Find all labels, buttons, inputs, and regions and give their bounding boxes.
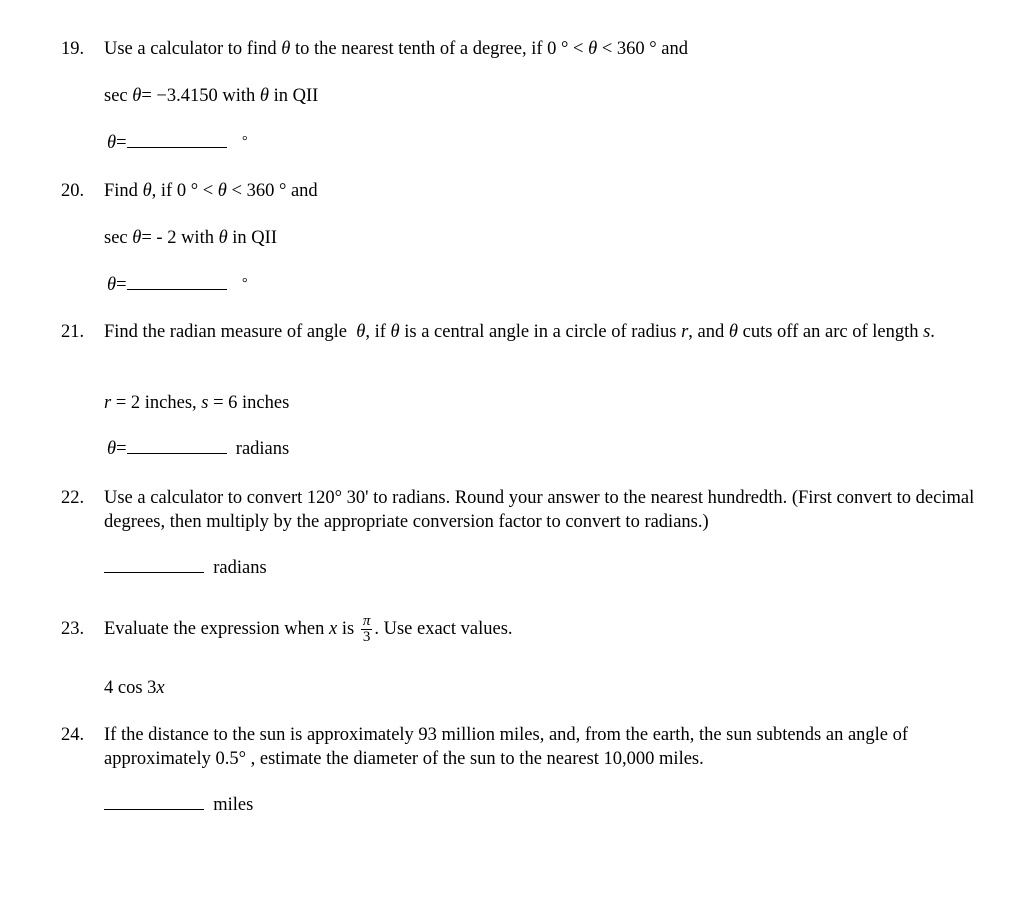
- degree-symbol: °: [242, 134, 248, 149]
- answer-blank[interactable]: [127, 131, 227, 148]
- question-19-answer-line: θ=: [107, 131, 227, 155]
- question-21-given: r = 2 inches, s = 6 inches: [104, 393, 290, 413]
- answer-blank[interactable]: [127, 437, 227, 454]
- question-22-number: 22.: [61, 488, 85, 508]
- question-19-given: sec θ= −3.4150 with θ in QII: [104, 86, 319, 106]
- answer-blank[interactable]: [104, 556, 204, 573]
- question-22-answer-line: radians: [104, 556, 267, 580]
- theta-symbol: θ: [142, 181, 152, 201]
- question-20-number: 20.: [61, 181, 85, 201]
- question-20-given: sec θ= - 2 with θ in QII: [104, 228, 277, 248]
- question-24-prompt: If the distance to the sun is approximately 93 million miles, and, from the earth, the sun subtends an angle of approximately 0.5° , estimate the diameter of the sun to the nearest 10,000 miles.: [104, 725, 909, 769]
- question-21-prompt: Find the radian measure of angle θ, if θ is a central angle in a circle of radius r, and θ cuts off an arc of length s.: [104, 322, 935, 342]
- question-22-prompt: Use a calculator to convert 120° 30' to radians. Round your answer to the nearest hundredth. (First convert to decimal degrees, then multiply by the appropriate conversion factor to convert to radians.): [104, 488, 975, 532]
- degree-symbol: °: [242, 276, 248, 291]
- question-23-expression: 4 cos 3x: [104, 678, 165, 698]
- question-19-number: 19.: [61, 39, 85, 59]
- question-24-answer-line: miles: [104, 793, 253, 817]
- question-21-number: 21.: [61, 322, 85, 342]
- answer-blank[interactable]: [104, 793, 204, 810]
- question-24-number: 24.: [61, 725, 85, 745]
- answer-blank[interactable]: [127, 273, 227, 290]
- question-23-number: 23.: [61, 619, 85, 639]
- question-20-prompt: Find θ, if 0 ° < θ < 360 ° and: [104, 181, 318, 201]
- question-20-answer-line: θ=: [107, 273, 227, 297]
- question-21-answer-line: θ= radians: [107, 439, 290, 459]
- pi-over-3-fraction: $\frac{\pi}{3}$: [362, 613, 371, 646]
- question-19-prompt: Use a calculator to find θ to the nearest tenth of a degree, if 0 ° < θ < 360 ° and: [104, 39, 689, 59]
- question-23-prompt: Evaluate the expression when x is $\frac{\pi}{3}$ . Use exact values.: [104, 613, 513, 646]
